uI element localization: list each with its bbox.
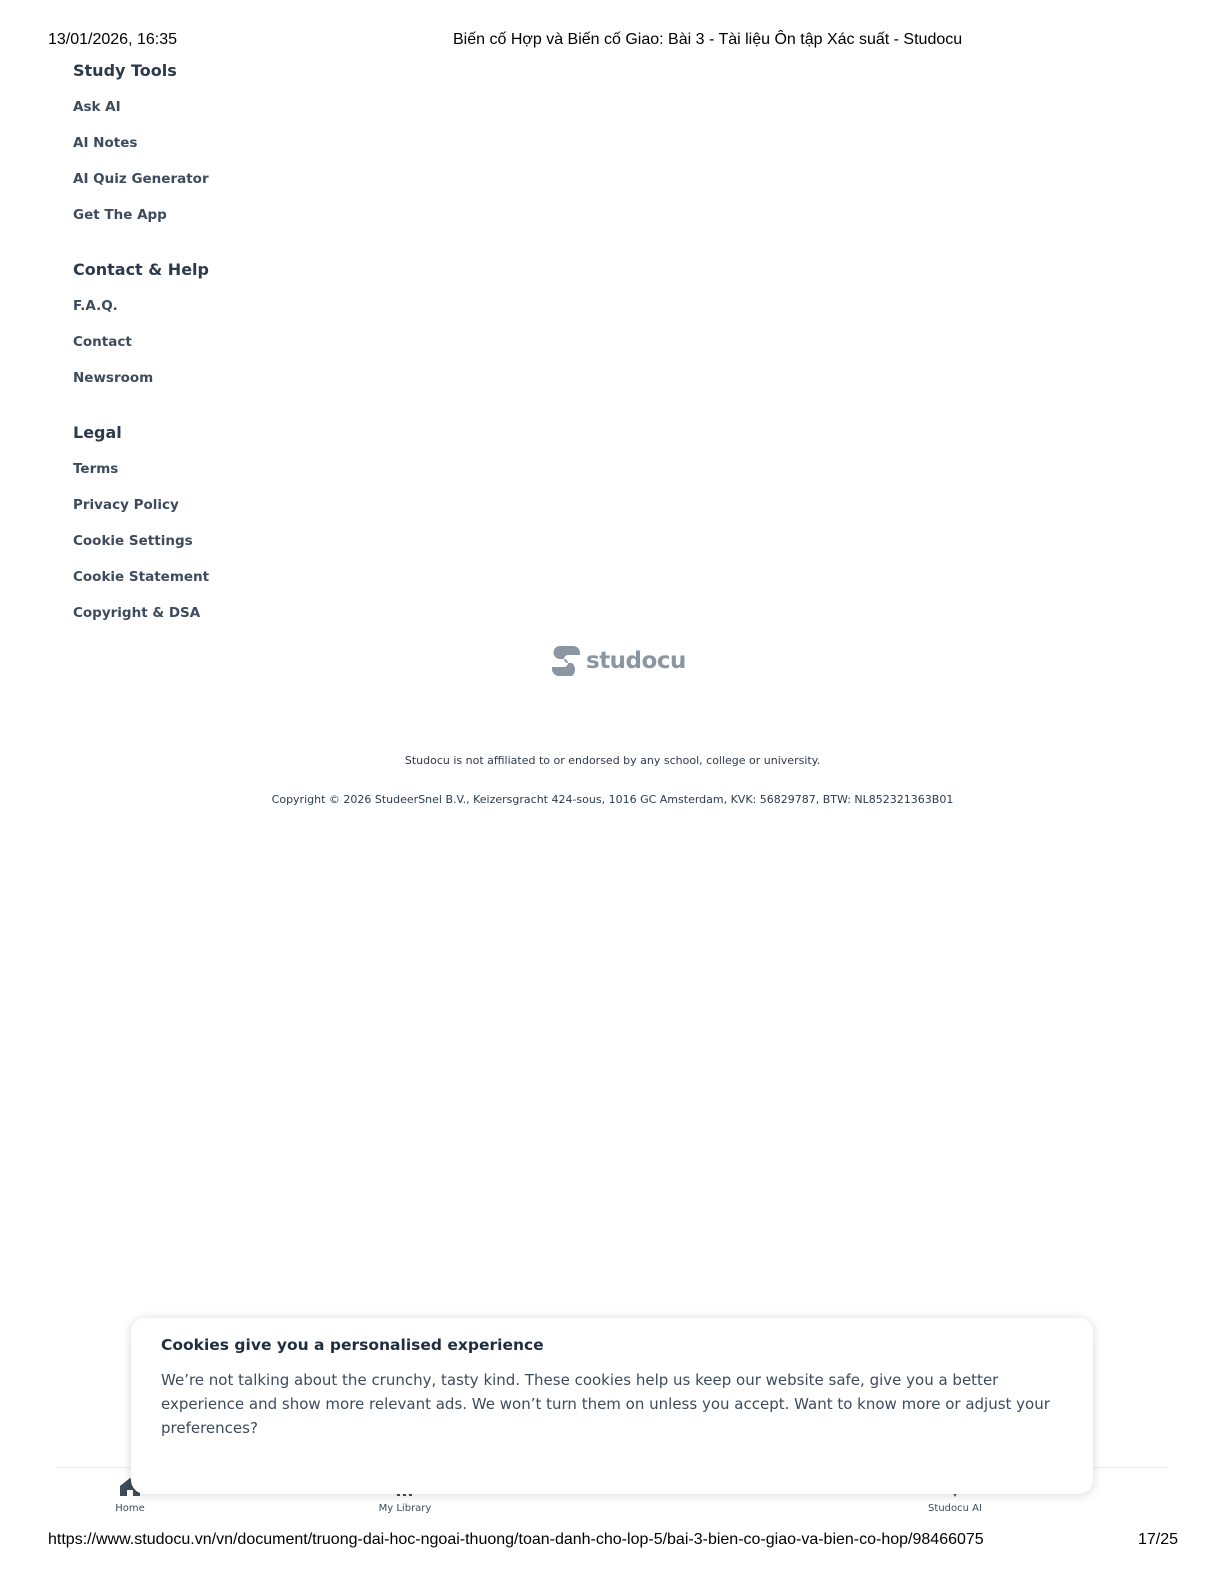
get-the-app-link[interactable]: Get The App xyxy=(73,207,167,223)
print-header xyxy=(0,31,1225,51)
studocu-logo-mark-icon xyxy=(551,645,581,677)
cookie-banner-title: Cookies give you a personalised experience xyxy=(161,1336,544,1354)
newsroom-link[interactable]: Newsroom xyxy=(73,370,154,386)
copyright-dsa-link[interactable]: Copyright & DSA xyxy=(73,605,201,621)
print-url: https://www.studocu.vn/vn/document/truong-dai-hoc-ngoai-thuong/toan-danh-cho-lop-5/bai-3-bien-co-giao-va-bien-co-hop/98466075 xyxy=(48,1531,984,1548)
cookie-consent-banner xyxy=(131,1318,1093,1494)
cookie-settings-link[interactable]: Cookie Settings xyxy=(73,533,193,549)
studocu-ai-tab-label: Studocu AI xyxy=(928,1503,982,1514)
contact-help-section xyxy=(73,257,373,401)
my-library-tab-label: My Library xyxy=(378,1503,432,1514)
cookie-banner-text: We’re not talking about the crunchy, tasty kind. These cookies help us keep our website safe, give you a better experience and show more relevant ads. We won’t turn them on unless you accept. Want to know more or adjust your preferences? xyxy=(161,1371,1050,1437)
ask-ai-link[interactable]: Ask AI xyxy=(73,99,121,115)
studocu-logo[interactable] xyxy=(551,645,686,677)
footer-navigation xyxy=(73,58,373,655)
contact-help-heading: Contact & Help xyxy=(73,260,209,279)
ai-quiz-generator-link[interactable]: AI Quiz Generator xyxy=(73,171,209,187)
affiliation-disclaimer: Studocu is not affiliated to or endorsed by any school, college or university. xyxy=(404,754,821,767)
copyright-notice: Copyright © 2026 StudeerSnel B.V., Keizersgracht 424-sous, 1016 GC Amsterdam, KVK: 56829787, BTW: NL852321363B01 xyxy=(271,793,954,806)
cookie-statement-link[interactable]: Cookie Statement xyxy=(73,569,210,585)
privacy-policy-link[interactable]: Privacy Policy xyxy=(73,497,179,513)
legal-section xyxy=(73,420,373,636)
contact-link[interactable]: Contact xyxy=(73,334,132,350)
print-page-number: 17/25 xyxy=(1138,1531,1179,1548)
ai-notes-link[interactable]: AI Notes xyxy=(73,135,138,151)
faq-link[interactable]: F.A.Q. xyxy=(73,298,118,314)
print-datetime: 13/01/2026, 16:35 xyxy=(48,31,178,48)
home-tab-label: Home xyxy=(115,1503,145,1514)
terms-link[interactable]: Terms xyxy=(73,461,119,477)
legal-heading: Legal xyxy=(73,423,122,442)
study-tools-heading: Study Tools xyxy=(73,61,177,80)
study-tools-section xyxy=(73,58,373,238)
studocu-logo-text: studocu xyxy=(586,648,686,674)
print-page-title: Biến cố Hợp và Biến cố Giao: Bài 3 - Tài liệu Ôn tập Xác suất - Studocu xyxy=(453,31,963,48)
